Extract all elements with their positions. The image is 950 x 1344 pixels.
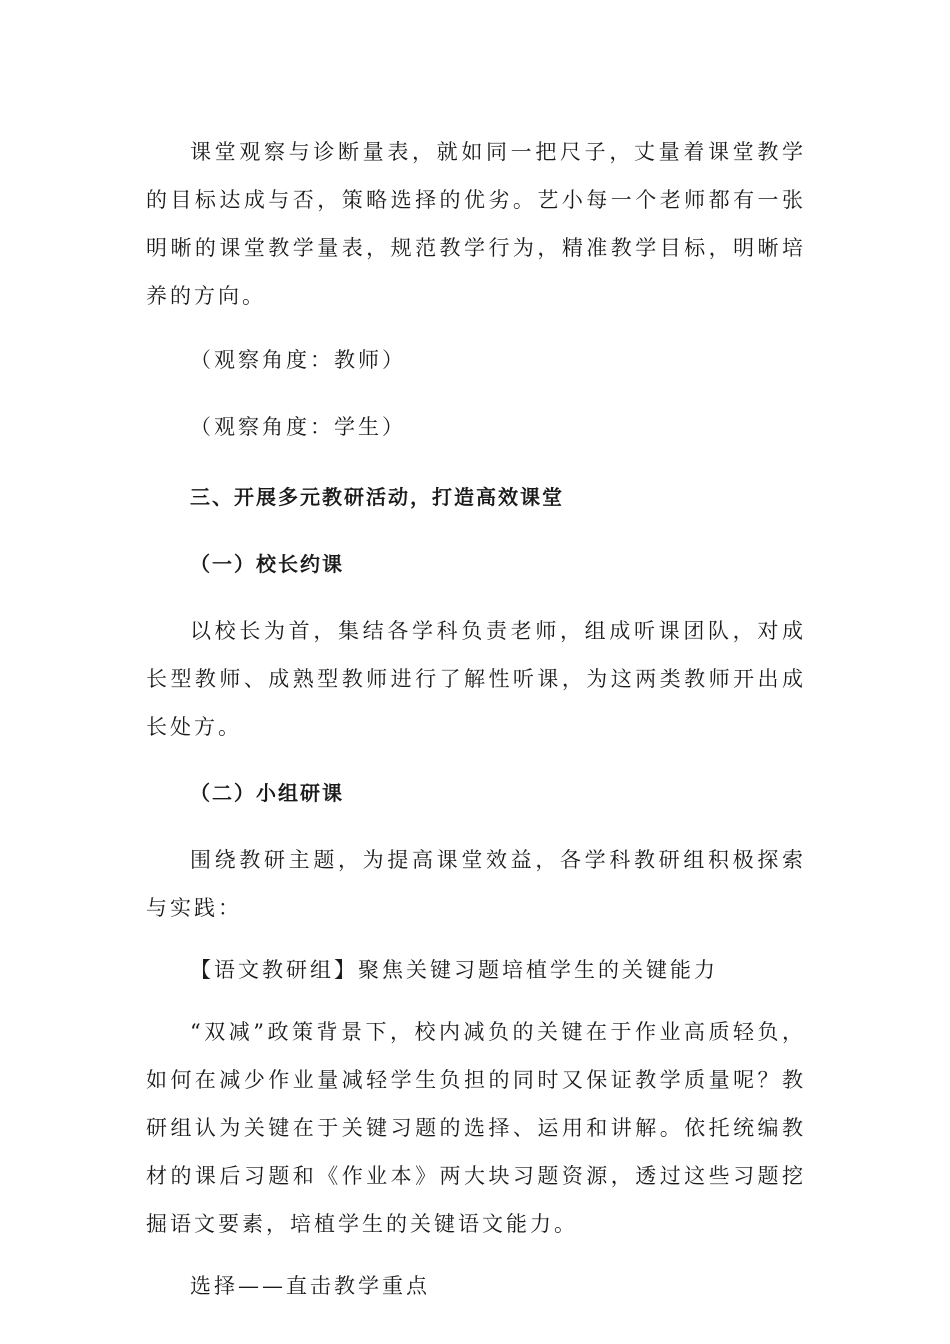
note-student-angle: （观察角度：学生） (190, 415, 406, 439)
subsection-1-heading: （一）校长约课 (190, 552, 344, 576)
paragraph-double-reduction: “双减”政策背景下，校内减负的关键在于作业高质轻负，如何在减少作业量减轻学生负担的同时又保证教学质量呢？教研组认为关键在于关键习题的选择、运用和讲解。依托统编教材的课后习题和《作业本》两大块习题资源，透过这些习题挖掘语文要素，培植学生的关键语文能力。 (146, 1020, 806, 1236)
paragraph-selection: 选择——直击教学重点 (190, 1274, 430, 1298)
paragraph-group-research: 围绕教研主题，为提高课堂效益，各学科教研组积极探索与实践： (146, 848, 806, 920)
document-page (146, 128, 806, 1310)
section-3-heading: 三、开展多元教研活动，打造高效课堂 (190, 485, 564, 509)
paragraph-observation-scale: 课堂观察与诊断量表，就如同一把尺子，丈量着课堂教学的目标达成与否，策略选择的优劣。艺小每一个老师都有一张明晰的课堂教学量表，规范教学行为，精准教学目标，明晰培养的方向。 (146, 140, 806, 308)
subsection-2-heading: （二）小组研课 (190, 781, 344, 805)
note-teacher-angle: （观察角度：教师） (190, 348, 406, 372)
paragraph-chinese-group-title: 【语文教研组】聚焦关键习题培植学生的关键能力 (190, 958, 718, 982)
paragraph-principal-class: 以校长为首，集结各学科负责老师，组成听课团队，对成长型教师、成熟型教师进行了解性听课，为这两类教师开出成长处方。 (146, 619, 806, 739)
